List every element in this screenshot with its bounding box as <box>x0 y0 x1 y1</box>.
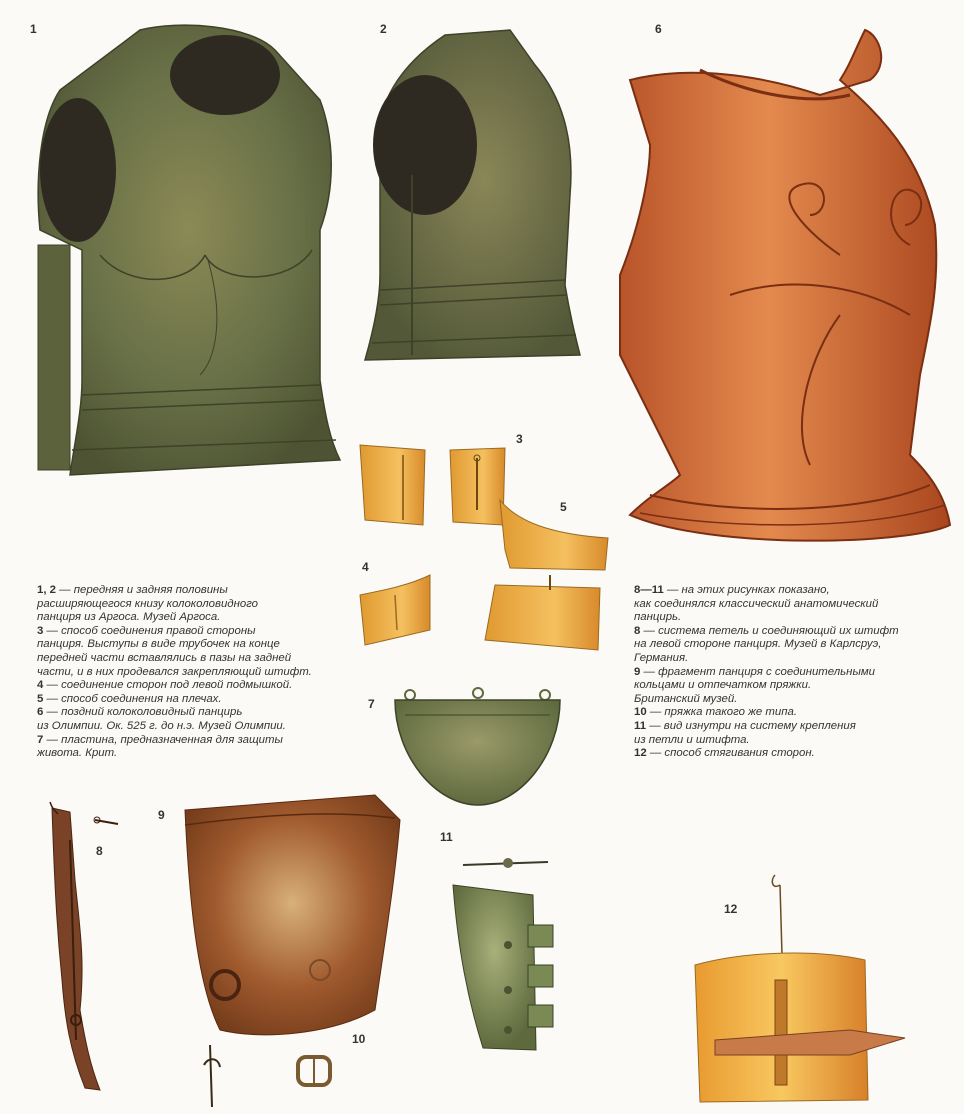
caption-line: 9 — фрагмент панциря с соединительными <box>634 665 875 678</box>
side-tightening-figure <box>690 870 920 1105</box>
caption-line: 4 — соединение сторон под левой подмышкой. <box>37 679 293 692</box>
caption-line: живота. Крит. <box>37 747 118 760</box>
caption-line: панциря. Выступы в виде трубочек на конце <box>37 638 280 651</box>
caption-left <box>37 584 357 761</box>
caption-line: панциря из Аргоса. Музей Аргоса. <box>37 611 221 624</box>
caption-line: Британский музей. <box>634 692 738 705</box>
cuirass-front-figure <box>20 20 350 485</box>
caption-line: из Олимпии. Ок. 525 г. до н.э. Музей Олимпии. <box>37 719 286 732</box>
caption-line: из петли и штифта. <box>634 733 750 746</box>
figure-number-11: 11 <box>440 830 453 844</box>
caption-line: 1, 2 — передняя и задняя половины <box>37 584 228 596</box>
figure-number-6: 6 <box>655 22 662 36</box>
hinge-pin-figure <box>40 800 120 1095</box>
caption-right <box>634 584 954 761</box>
caption-line: Германия. <box>634 651 689 664</box>
shoulder-joint-figure <box>480 490 615 660</box>
caption-line: 6 — поздний колоколовидный панцирь <box>37 706 243 719</box>
caption-line: расширяющегося книзу колоколовидного <box>37 597 259 610</box>
figure-number-2: 2 <box>380 22 387 36</box>
belly-plate-figure <box>390 685 565 810</box>
caption-line: 10 — пряжка такого же типа. <box>634 706 797 719</box>
caption-line: 11 — вид изнутри на систему крепления <box>634 719 856 732</box>
caption-line: кольцами и отпечатком пряжки. <box>634 679 812 692</box>
caption-line: 12 — способ стягивания сторон. <box>634 747 815 760</box>
caption-line: 8—11 — на этих рисунках показано, <box>634 584 830 596</box>
buckle-figure <box>198 1035 338 1110</box>
figure-number-7: 7 <box>368 697 375 711</box>
caption-line: 8 — система петель и соединяющий их штифт <box>634 624 899 637</box>
underarm-joint-figure <box>355 570 435 650</box>
figure-number-3: 3 <box>516 432 523 446</box>
figure-number-10: 10 <box>352 1032 366 1046</box>
caption-line: передней части вставлялись в пазы на задней <box>37 651 292 664</box>
caption-line: 3 — способ соединения правой стороны <box>37 624 256 637</box>
figure-number-4: 4 <box>362 560 369 574</box>
caption-line: 5 — способ соединения на плечах. <box>37 692 222 705</box>
caption-line: панцирь. <box>634 611 682 624</box>
caption-line: части, и в них продевался закрепляющий штифт. <box>37 665 312 678</box>
figure-number-9: 9 <box>158 808 165 822</box>
cuirass-back-figure <box>360 25 585 370</box>
figure-number-12: 12 <box>724 902 738 916</box>
figure-number-8: 8 <box>96 844 103 858</box>
inside-fastening-figure <box>448 850 563 1060</box>
figure-number-1: 1 <box>30 22 37 36</box>
fragment-rings-figure <box>180 790 410 1045</box>
figure-number-5: 5 <box>560 500 567 514</box>
caption-line: как соединялся классический анатомический <box>634 597 879 610</box>
caption-line: 7 — пластина, предназначенная для защиты <box>37 733 283 746</box>
late-bell-cuirass-figure <box>610 25 955 560</box>
caption-line: на левой стороне панциря. Музей в Карлсруэ, <box>634 638 882 651</box>
